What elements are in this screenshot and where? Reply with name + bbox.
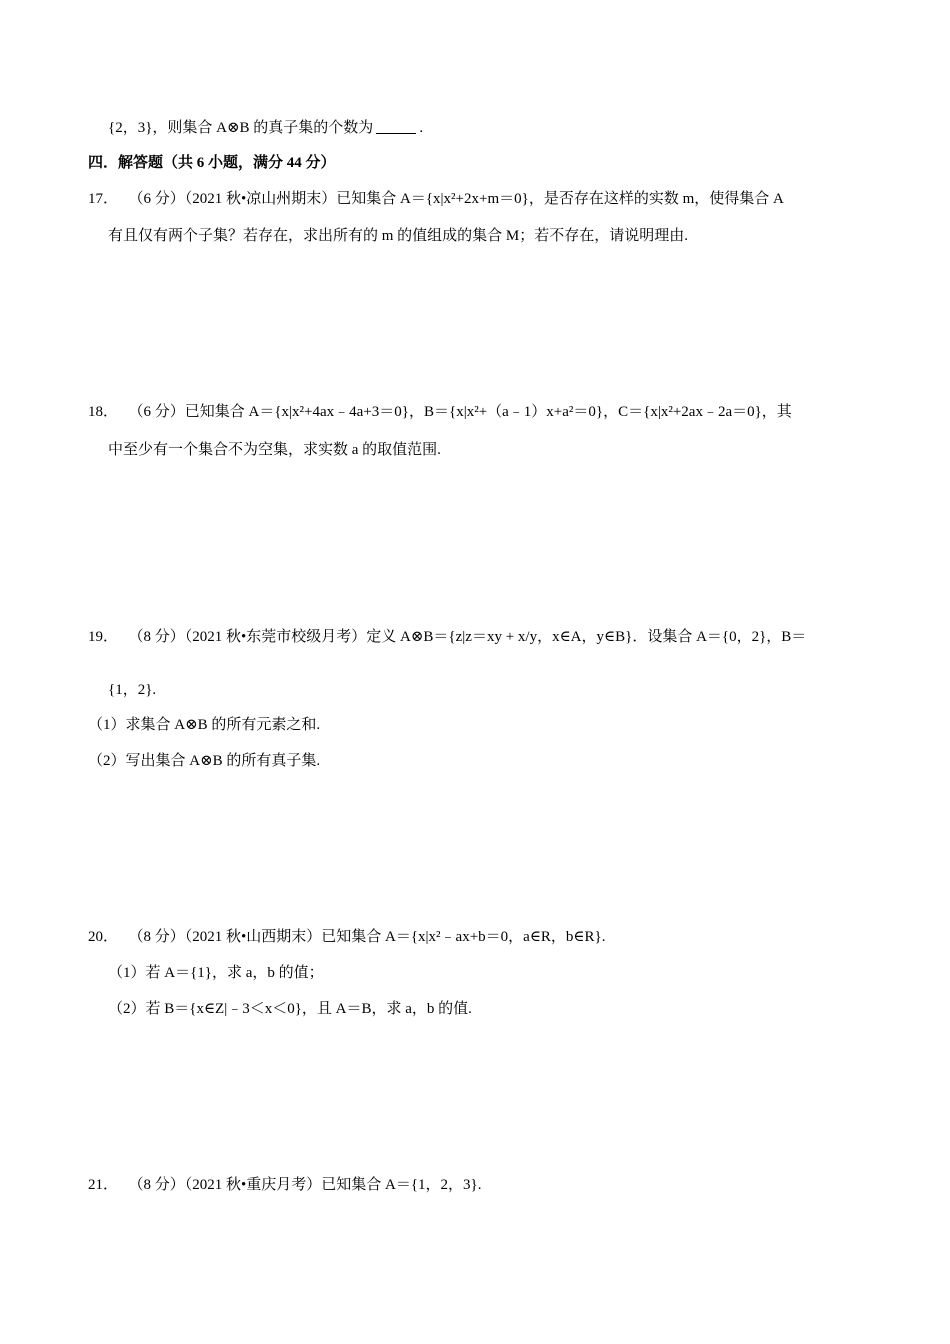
question-number: 21． (88, 1177, 119, 1193)
question-20-part-1: （1）若 A＝{1}，求 a，b 的值； (108, 965, 324, 981)
question-text: （8 分）（2021 秋•山西期末）已知集合 A＝{x|x²﹣ax+b＝0，a∈R，b∈R}. (136, 929, 606, 945)
section-title: 四．解答题（共 6 小题，满分 44 分） (88, 155, 336, 171)
question-20-part-2: （2）若 B＝{x∈Z|﹣3＜x＜0}，且 A＝B，求 a，b 的值. (108, 1001, 472, 1017)
answer-blank (376, 119, 416, 134)
question-number: 19． (88, 629, 119, 645)
question-19-part-1: （1）求集合 A⊗B 的所有元素之和. (88, 717, 321, 733)
question-number: 18． (88, 404, 119, 420)
intro-end: . (419, 120, 424, 136)
question-20-line-1 (88, 927, 606, 947)
intro-line (108, 118, 423, 138)
question-text: （8 分）（2021 秋•重庆月考）已知集合 A＝{1，2，3}. (136, 1177, 482, 1193)
question-text: （6 分）已知集合 A＝{x|x²+4ax﹣4a+3＝0}，B＝{x|x²+（a﹣1）x+a²＝0}，C＝{x|x²+2ax﹣2a＝0}，其 (136, 404, 792, 420)
question-19-line-2: {1，2}. (108, 682, 157, 698)
question-19-line-1 (88, 627, 806, 647)
question-17-line-1 (88, 189, 784, 209)
question-17-line-2: 有且仅有两个子集？若存在，求出所有的 m 的值组成的集合 M；若不存在，请说明理由. (108, 228, 689, 244)
question-text: （8 分）（2021 秋•东莞市校级月考）定义 A⊗B＝{z|z＝xy + x/y，x∈A，y∈B}．设集合 A＝{0，2}，B＝ (136, 629, 807, 645)
question-18-line-1 (88, 402, 792, 422)
question-21-line-1 (88, 1175, 482, 1195)
question-number: 17． (88, 191, 119, 207)
question-19-part-2: （2）写出集合 A⊗B 的所有真子集. (88, 753, 321, 769)
question-text: （6 分）（2021 秋•凉山州期末）已知集合 A＝{x|x²+2x+m＝0}，是否存在这样的实数 m，使得集合 A (136, 191, 784, 207)
intro-text: {2，3}，则集合 A⊗B 的真子集的个数为 (108, 120, 374, 136)
question-number: 20． (88, 929, 119, 945)
question-18-line-2: 中至少有一个集合不为空集，求实数 a 的取值范围. (108, 442, 441, 458)
